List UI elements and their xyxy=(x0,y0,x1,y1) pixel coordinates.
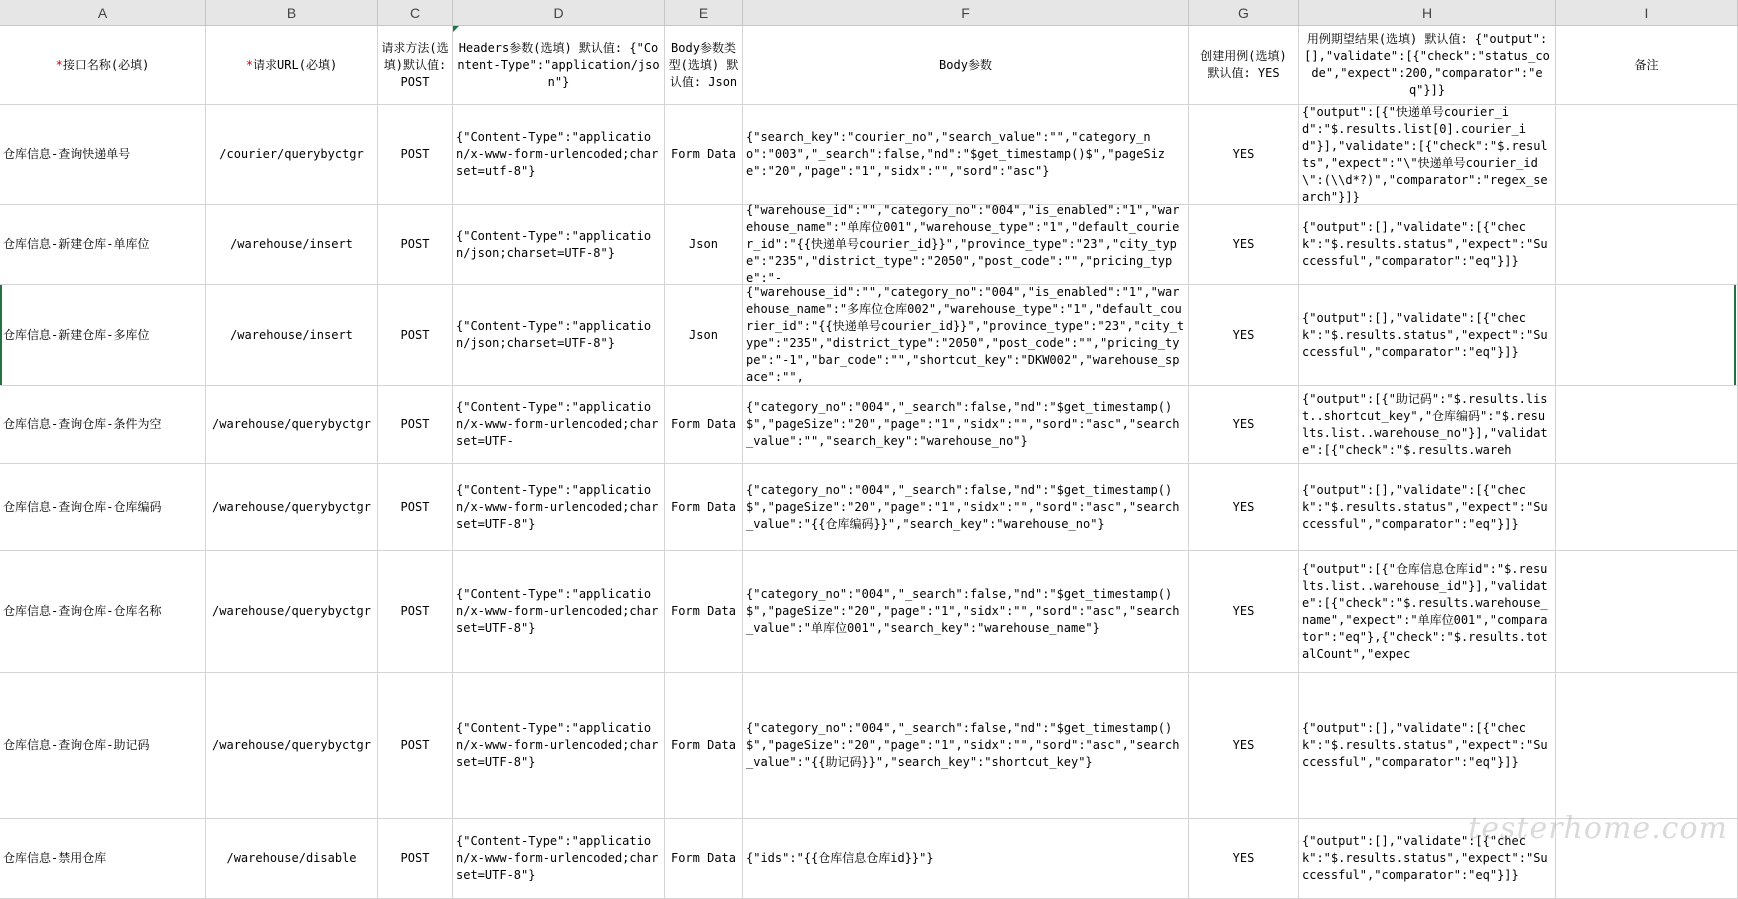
required-mark: * xyxy=(55,57,63,72)
header-remark-text: 备注 xyxy=(1634,57,1659,72)
column-header-h[interactable]: H xyxy=(1299,0,1556,26)
cell-expected[interactable]: {"output":[],"validate":[{"check":"$.results.status","expect":"Successful","comparator":"eq"}]} xyxy=(1299,819,1556,898)
cell-url[interactable]: /warehouse/querybyctgr xyxy=(206,464,378,550)
column-header-a[interactable]: A xyxy=(0,0,206,26)
header-expected-text: 用例期望结果(选填) 默认值: {"output":[],"validate":[{"check":"status_code","expect":200,"comparator":"eq"}]} xyxy=(1304,32,1550,97)
cell-remark[interactable] xyxy=(1556,285,1738,385)
cell-name[interactable]: 仓库信息-查询仓库-仓库名称 xyxy=(0,551,206,672)
cell-remark[interactable] xyxy=(1556,551,1738,672)
cell-method[interactable]: POST xyxy=(378,386,453,463)
cell-body-type[interactable]: Form Data xyxy=(665,673,743,818)
header-row xyxy=(0,26,1738,105)
cell-create-case[interactable]: YES xyxy=(1189,105,1299,204)
table-row xyxy=(0,386,1738,464)
selection-border-left xyxy=(0,285,2,385)
cell-expected[interactable]: {"output":[],"validate":[{"check":"$.results.status","expect":"Successful","comparator":"eq"}]} xyxy=(1299,205,1556,284)
cell-body-type[interactable]: Json xyxy=(665,285,743,385)
header-cell-request-url[interactable] xyxy=(206,26,378,104)
header-request-url-text: 请求URL(必填) xyxy=(253,57,338,72)
cell-create-case[interactable]: YES xyxy=(1189,819,1299,898)
column-header-i[interactable]: I xyxy=(1556,0,1738,26)
header-interface-name-text: 接口名称(必填) xyxy=(62,57,150,72)
table-row xyxy=(0,205,1738,285)
column-header-g[interactable]: G xyxy=(1189,0,1299,26)
cell-create-case[interactable]: YES xyxy=(1189,464,1299,550)
cell-body[interactable]: {"category_no":"004","_search":false,"nd":"$get_timestamp()$","pageSize":"20","page":"1","sidx":"","sord":"asc","search_value":"{{助记码}}","search_key":"shortcut_key"} xyxy=(743,673,1189,818)
cell-url[interactable]: /warehouse/querybyctgr xyxy=(206,551,378,672)
table-row xyxy=(0,551,1738,673)
header-cell-body-type[interactable] xyxy=(665,26,743,104)
cell-name[interactable]: 仓库信息-查询快递单号 xyxy=(0,105,206,204)
cell-remark[interactable] xyxy=(1556,105,1738,204)
header-headers-text: Headers参数(选填) 默认值: {"Content-Type":"application/json"} xyxy=(457,40,660,89)
cell-body-type[interactable]: Json xyxy=(665,205,743,284)
column-header-f[interactable]: F xyxy=(743,0,1189,26)
table-row xyxy=(0,673,1738,819)
header-cell-method[interactable] xyxy=(378,26,453,104)
cell-expected[interactable]: {"output":[],"validate":[{"check":"$.results.status","expect":"Successful","comparator":"eq"}]} xyxy=(1299,464,1556,550)
cell-method[interactable]: POST xyxy=(378,673,453,818)
column-header-d[interactable]: D xyxy=(453,0,665,26)
cell-remark[interactable] xyxy=(1556,386,1738,463)
header-cell-remark[interactable] xyxy=(1556,26,1738,104)
cell-body[interactable]: {"search_key":"courier_no","search_value":"","category_no":"003","_search":false,"nd":"$get_timestamp()$","pageSize":"20","page":"1","sidx":"","sord":"asc"} xyxy=(743,105,1189,204)
cell-url[interactable]: /warehouse/insert xyxy=(206,285,378,385)
cell-headers[interactable]: {"Content-Type":"application/x-www-form-urlencoded;charset=UTF- xyxy=(453,386,665,463)
column-header-c[interactable]: C xyxy=(378,0,453,26)
header-cell-body[interactable] xyxy=(743,26,1189,104)
header-cell-headers[interactable] xyxy=(453,26,665,104)
cell-create-case[interactable]: YES xyxy=(1189,386,1299,463)
cell-body[interactable]: {"category_no":"004","_search":false,"nd":"$get_timestamp()$","pageSize":"20","page":"1","sidx":"","sord":"asc","search_value":"","search_key":"warehouse_no"} xyxy=(743,386,1189,463)
cell-expected[interactable]: {"output":[],"validate":[{"check":"$.results.status","expect":"Successful","comparator":"eq"}]} xyxy=(1299,285,1556,385)
header-cell-create-case[interactable] xyxy=(1189,26,1299,104)
cell-expected[interactable]: {"output":[{"快递单号courier_id":"$.results.list[0].courier_id"}],"validate":[{"check":"$.results","expect":"\"快递单号courier_id\":(\\d*?)","comparator":"regex_search"}]} xyxy=(1299,105,1556,204)
cell-headers[interactable]: {"Content-Type":"application/json;charset=UTF-8"} xyxy=(453,285,665,385)
cell-method[interactable]: POST xyxy=(378,551,453,672)
header-body-text: Body参数 xyxy=(939,57,992,72)
cell-url[interactable]: /warehouse/insert xyxy=(206,205,378,284)
cell-expected[interactable]: {"output":[{"仓库信息仓库id":"$.results.list..warehouse_id"}],"validate":[{"check":"$.results.warehouse_name","expect":"单库位001","comparator":"eq"},{"check":"$.results.totalCount","expec xyxy=(1299,551,1556,672)
header-body-type-text: Body参数类型(选填) 默认值: Json xyxy=(668,40,739,89)
cell-create-case[interactable]: YES xyxy=(1189,673,1299,818)
cell-remark[interactable] xyxy=(1556,464,1738,550)
cell-headers[interactable]: {"Content-Type":"application/x-www-form-urlencoded;charset=utf-8"} xyxy=(453,105,665,204)
cell-url[interactable]: /warehouse/querybyctgr xyxy=(206,386,378,463)
column-header-e[interactable]: E xyxy=(665,0,743,26)
cell-method[interactable]: POST xyxy=(378,285,453,385)
cell-url[interactable]: /courier/querybyctgr xyxy=(206,105,378,204)
cell-headers[interactable]: {"Content-Type":"application/x-www-form-urlencoded;charset=UTF-8"} xyxy=(453,819,665,898)
watermark-text: testerhome.com xyxy=(1468,811,1728,846)
cell-name[interactable]: 仓库信息-查询仓库-助记码 xyxy=(0,673,206,818)
cell-method[interactable]: POST xyxy=(378,464,453,550)
cell-body-type[interactable]: Form Data xyxy=(665,464,743,550)
selection-border-right xyxy=(1734,285,1736,385)
header-create-case-text: 创建用例(选填) 默认值: YES xyxy=(1200,49,1287,80)
cell-body[interactable]: {"category_no":"004","_search":false,"nd":"$get_timestamp()$","pageSize":"20","page":"1","sidx":"","sord":"asc","search_value":"单库位001","search_key":"warehouse_name"} xyxy=(743,551,1189,672)
cell-headers[interactable]: {"Content-Type":"application/x-www-form-urlencoded;charset=UTF-8"} xyxy=(453,464,665,550)
required-mark: * xyxy=(245,57,254,72)
cell-body-type[interactable]: Form Data xyxy=(665,551,743,672)
cell-body-type[interactable]: Form Data xyxy=(665,386,743,463)
column-header-b[interactable]: B xyxy=(206,0,378,26)
cell-headers[interactable]: {"Content-Type":"application/x-www-form-urlencoded;charset=UTF-8"} xyxy=(453,551,665,672)
cell-name[interactable]: 仓库信息-新建仓库-单库位 xyxy=(0,205,206,284)
table-row-selected xyxy=(0,285,1738,386)
cell-url[interactable]: /warehouse/disable xyxy=(206,819,378,898)
column-header-bar xyxy=(0,0,1738,26)
table-row xyxy=(0,105,1738,205)
cell-name[interactable]: 仓库信息-新建仓库-多库位 xyxy=(0,285,206,385)
cell-body-type[interactable]: Form Data xyxy=(665,105,743,204)
cell-body[interactable]: {"warehouse_id":"","category_no":"004","is_enabled":"1","warehouse_name":"多库位仓库002","warehouse_type":"1","default_courier_id":"{{快递单号courier_id}}","province_type":"23","city_type":"235","district_type":"2050","post_code":"","pricing_type":"-1","bar_code":"","shortcut_key":"DKW002","warehouse_space":"", xyxy=(743,285,1189,385)
cell-body[interactable]: {"warehouse_id":"","category_no":"004","is_enabled":"1","warehouse_name":"单库位001","warehouse_type":"1","default_courier_id":"{{快递单号courier_id}}","province_type":"23","city_type":"235","district_type":"2050","post_code":"","pricing_type":"- xyxy=(743,205,1189,284)
cell-method[interactable]: POST xyxy=(378,105,453,204)
cell-name[interactable]: 仓库信息-禁用仓库 xyxy=(0,819,206,898)
cell-expected[interactable]: {"output":[{"助记码":"$.results.list..shortcut_key","仓库编码":"$.results.list..warehouse_no"}],"validate":[{"check":"$.results.wareh xyxy=(1299,386,1556,463)
cell-headers[interactable]: {"Content-Type":"application/json;charset=UTF-8"} xyxy=(453,205,665,284)
header-method-text: 请求方法(选填)默认值: POST xyxy=(381,40,449,89)
cell-create-case[interactable]: YES xyxy=(1189,205,1299,284)
cell-body-type[interactable]: Form Data xyxy=(665,819,743,898)
cell-expected[interactable]: {"output":[],"validate":[{"check":"$.results.status","expect":"Successful","comparator":"eq"}]} xyxy=(1299,673,1556,818)
cell-method[interactable]: POST xyxy=(378,819,453,898)
header-cell-interface-name[interactable] xyxy=(0,26,206,104)
table-row xyxy=(0,464,1738,551)
header-cell-expected[interactable] xyxy=(1299,26,1556,104)
cell-remark[interactable] xyxy=(1556,673,1738,818)
cell-name[interactable]: 仓库信息-查询仓库-仓库编码 xyxy=(0,464,206,550)
cell-headers[interactable]: {"Content-Type":"application/x-www-form-urlencoded;charset=UTF-8"} xyxy=(453,673,665,818)
cell-body[interactable]: {"ids":"{{仓库信息仓库id}}"} xyxy=(743,819,1189,898)
cell-name[interactable]: 仓库信息-查询仓库-条件为空 xyxy=(0,386,206,463)
cell-body[interactable]: {"category_no":"004","_search":false,"nd":"$get_timestamp()$","pageSize":"20","page":"1","sidx":"","sord":"asc","search_value":"{{仓库编码}}","search_key":"warehouse_no"} xyxy=(743,464,1189,550)
cell-method[interactable]: POST xyxy=(378,205,453,284)
cell-comment-marker xyxy=(453,26,459,32)
cell-url[interactable]: /warehouse/querybyctgr xyxy=(206,673,378,818)
cell-create-case[interactable]: YES xyxy=(1189,285,1299,385)
cell-create-case[interactable]: YES xyxy=(1189,551,1299,672)
cell-remark[interactable] xyxy=(1556,205,1738,284)
